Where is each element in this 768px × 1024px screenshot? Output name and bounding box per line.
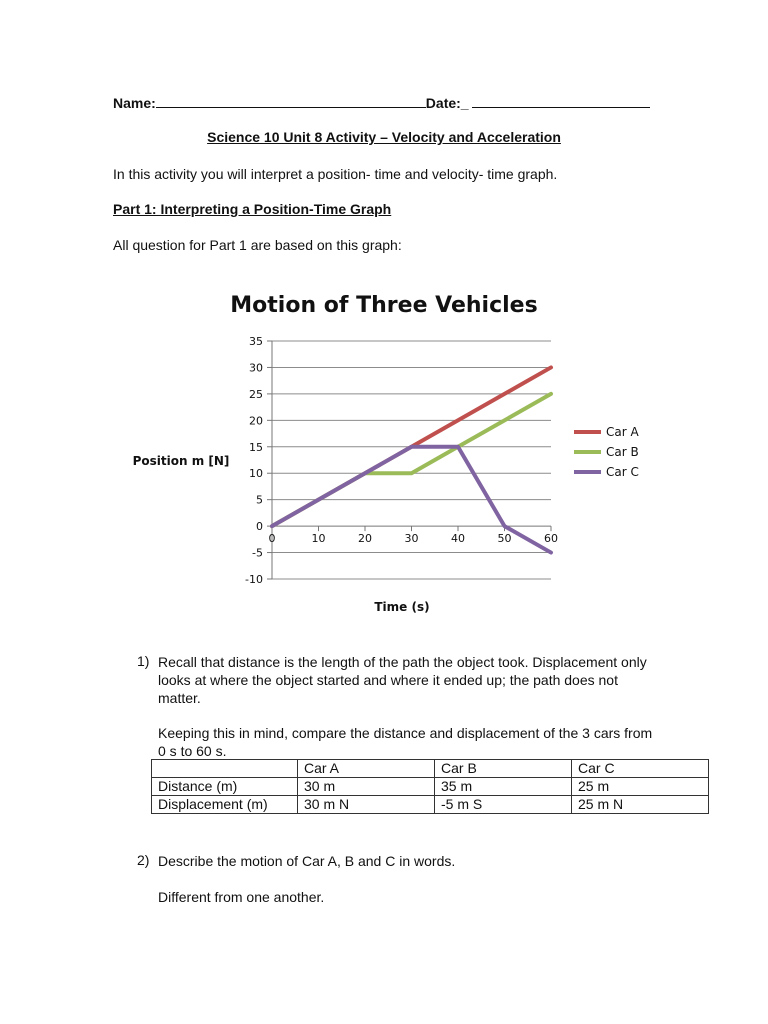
name-label: Name:	[113, 95, 156, 111]
y-tick-label: 25	[249, 387, 263, 401]
legend-label: Car C	[606, 465, 639, 479]
chart-svg	[0, 270, 768, 630]
table-header-cell: Car C	[572, 760, 709, 778]
question-1-text: Recall that distance is the length of the path the object took. Displacement only looks at where the object started and where it ended up; the path does not matter.	[158, 654, 647, 706]
part1-note: All question for Part 1 are based on this graph:	[113, 237, 402, 253]
x-tick-label: 20	[358, 532, 372, 546]
y-tick-label: 0	[256, 520, 263, 534]
y-tick-label: 10	[249, 467, 263, 481]
x-tick-label: 10	[311, 532, 326, 546]
legend-label: Car A	[606, 425, 639, 439]
question-2-text: Describe the motion of Car A, B and C in words.	[158, 853, 456, 869]
y-tick-label: -10	[245, 573, 263, 586]
x-tick-label: 0	[268, 532, 276, 546]
table-cell[interactable]: 35 m	[435, 778, 572, 796]
document-title: Science 10 Unit 8 Activity – Velocity and Acceleration	[207, 129, 561, 145]
x-tick-label: 30	[404, 532, 419, 546]
question-1-number: 1)	[137, 653, 150, 669]
name-blank[interactable]	[156, 94, 426, 108]
name-date-line	[113, 94, 650, 111]
y-tick-label: 35	[249, 335, 263, 348]
question-1-prompt: Keeping this in mind, compare the distance and displacement of the 3 cars from 0 s to 60 s.	[158, 725, 653, 759]
table-cell[interactable]: 30 m	[298, 778, 435, 796]
table-header-cell: Car A	[298, 760, 435, 778]
legend-label: Car B	[606, 445, 639, 459]
y-tick-label: 30	[249, 361, 263, 375]
intro-text: In this activity you will interpret a position- time and velocity- time graph.	[113, 166, 558, 182]
distance-displacement-table	[151, 759, 709, 814]
date-blank[interactable]	[472, 94, 650, 108]
table-header-cell: Car B	[435, 760, 572, 778]
x-tick-label: 50	[497, 532, 512, 546]
position-time-chart	[0, 270, 768, 630]
date-label: Date:_	[425, 95, 469, 111]
y-tick-label: 15	[249, 440, 263, 454]
table-row	[152, 796, 709, 814]
table-row	[152, 778, 709, 796]
y-tick-label: 5	[256, 493, 263, 507]
table-row-label: Distance (m)	[152, 778, 298, 796]
x-tick-label: 60	[544, 532, 558, 546]
table-header-row	[152, 760, 709, 778]
table-cell[interactable]: 25 m N	[572, 796, 709, 814]
y-tick-label: -5	[252, 546, 263, 560]
table-cell[interactable]: 30 m N	[298, 796, 435, 814]
x-tick-label: 40	[451, 532, 465, 546]
table-header-cell	[152, 760, 298, 778]
x-axis-label: Time (s)	[374, 600, 430, 614]
table-cell[interactable]: -5 m S	[435, 796, 572, 814]
series-line-car-b	[272, 394, 551, 526]
chart-title: Motion of Three Vehicles	[230, 293, 538, 318]
question-2-number: 2)	[137, 852, 150, 868]
question-2-answer[interactable]: Different from one another.	[158, 889, 325, 905]
table-row-label: Displacement (m)	[152, 796, 298, 814]
y-axis-label: Position m [N]	[132, 454, 230, 468]
table-cell[interactable]: 25 m	[572, 778, 709, 796]
part1-heading: Part 1: Interpreting a Position-Time Graph	[113, 201, 392, 217]
y-tick-label: 20	[249, 414, 263, 428]
